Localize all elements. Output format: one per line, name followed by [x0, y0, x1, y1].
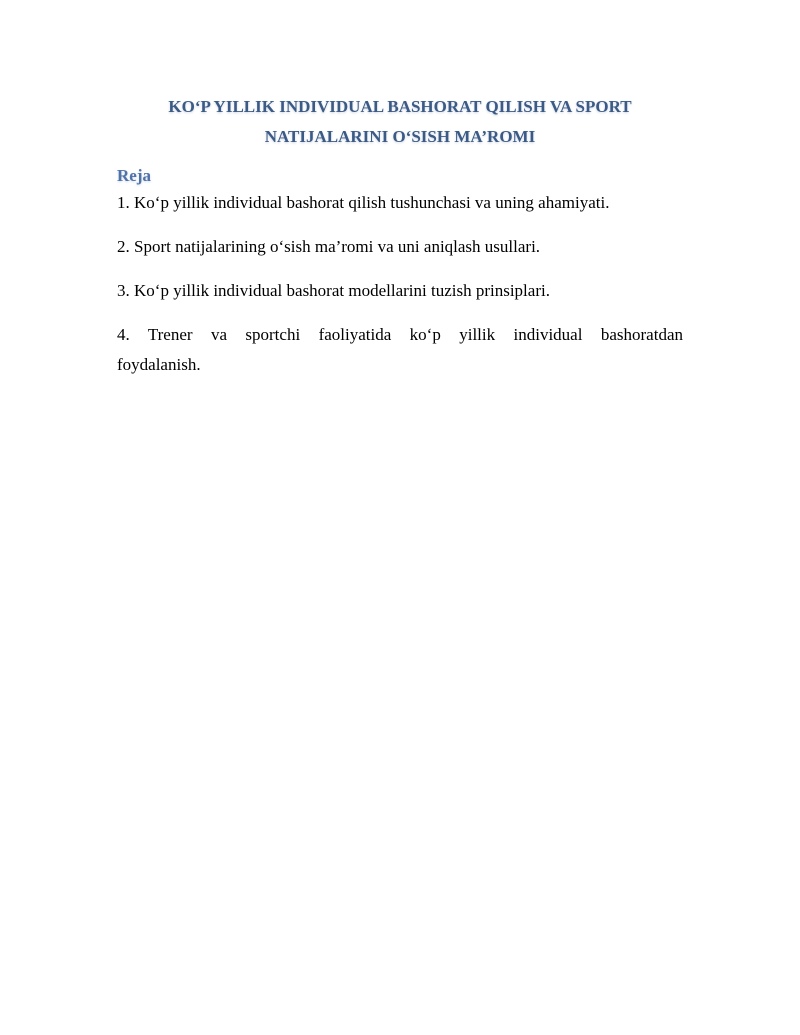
plan-item-3: 3. Ko‘p yillik individual bashorat modellarini tuzish prinsiplari. [117, 281, 550, 300]
plan-list [117, 188, 683, 380]
document-title-line-2: NATIJALARINI O‘SISH MA’ROMI [264, 127, 536, 146]
plan-item-2: 2. Sport natijalarining o‘sish ma’romi va uni aniqlash usullari. [117, 237, 541, 256]
section-heading-reja: Reja [117, 166, 151, 185]
plan-item-4 [117, 320, 683, 380]
document-title-line-1: KO‘P YILLIK INDIVIDUAL BASHORAT QILISH VA SPORT [168, 97, 632, 116]
document-title [117, 92, 683, 152]
plan-item-1: 1. Ko‘p yillik individual bashorat qilish tushunchasi va uning ahamiyati. [117, 193, 610, 212]
plan-item-4-line-2: foydalanish. [117, 355, 201, 374]
document-page [117, 92, 683, 394]
plan-item-4-line-1: 4. Trener va sportchi faoliyatida ko‘p yillik individual bashoratdan [117, 325, 683, 344]
